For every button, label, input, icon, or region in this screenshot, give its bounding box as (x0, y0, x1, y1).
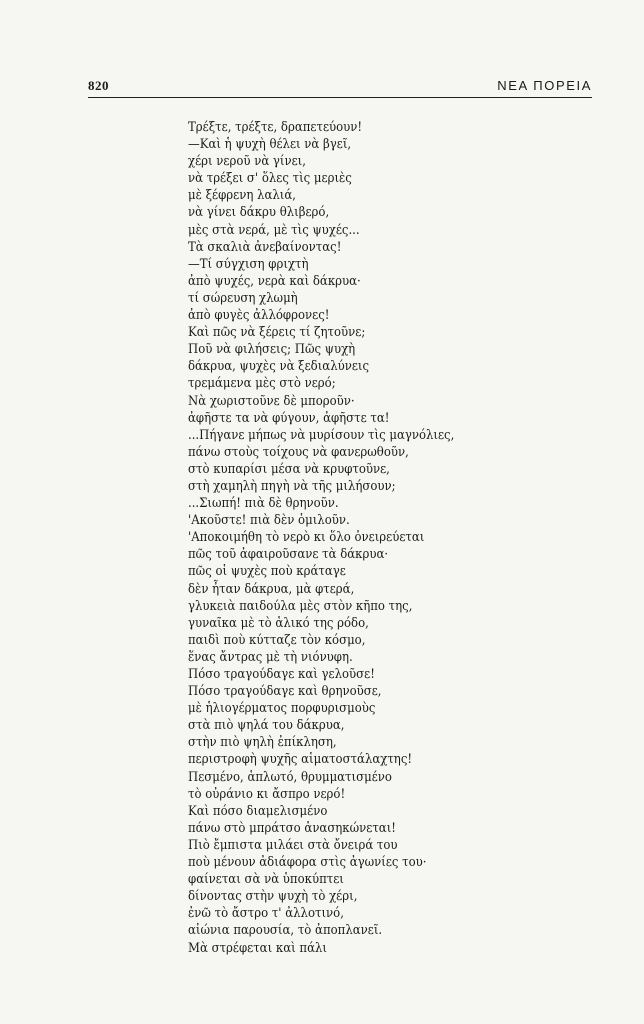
poem-line: Τρέξτε, τρέξτε, δραπετεύουν! (188, 120, 363, 135)
poem-line: πάνω στὸ μπράτσο ἀνασηκώνεται! (188, 820, 396, 836)
poem-line: Πόσο τραγούδαγε καὶ γελοῦσε! (188, 667, 375, 682)
poem-line: ...Πήγανε μήπως νὰ μυρίσουν τὶς μαγνόλιες, (188, 427, 455, 443)
poem-line: Τὰ σκαλιὰ ἀνεβαίνοντας! (188, 239, 342, 255)
poem-line: —Τί σύγχιση φριχτὴ (188, 256, 309, 272)
poem-line: δίνοντας στὴν ψυχὴ τὸ χέρι, (188, 889, 358, 905)
poem-line: μὲ ἡλιογέρματος πορφυρισμοὺς (188, 701, 376, 717)
poem-line: Μὰ στρέφεται καὶ πάλι (188, 940, 327, 956)
poem-line: φαίνεται σὰ νὰ ὑποκύπτει (188, 872, 344, 888)
poem-line: ἐνῶ τὸ ἄστρο τ' ἀλλοτινό, (188, 906, 344, 922)
poem-line: τρεμάμενα μὲς στὸ νερό; (188, 376, 336, 392)
poem-line: δάκρυα, ψυχὲς νὰ ξεδιαλύνεις (188, 359, 370, 375)
poem-line: γλυκειὰ παιδούλα μὲς στὸν κῆπο της, (188, 598, 413, 614)
poem-line: τὸ οὐράνιο κι ἄσπρο νερό! (188, 786, 346, 802)
poem-line: πῶς οἱ ψυχὲς ποὺ κράταγε (188, 564, 346, 580)
poem-line: Καὶ πῶς νὰ ξέρεις τί ζητοῦνε; (188, 325, 366, 341)
poem-line: μὲ ξέφρενη λαλιά, (188, 188, 296, 204)
poem-line: πάνω στοὺς τοίχους νὰ φανερωθοῦν, (188, 444, 409, 460)
poem-line: νὰ τρέξει σ' ὅλες τὶς μεριὲς (188, 171, 352, 187)
poem-line: ἀφῆστε τα νὰ φύγουν, ἀφῆστε τα! (188, 410, 390, 426)
page-number: 820 (88, 78, 109, 93)
poem-line: Νὰ χωριστοῦνε δὲ μποροῦν· (188, 393, 355, 409)
poem-line: αἰώνια παρουσία, τὸ ἀποπλανεῖ. (188, 923, 383, 939)
journal-title: ΝΕΑ ΠΟΡΕΙΑ (497, 78, 592, 93)
poem-line: νὰ γίνει δάκρυ θλιβερό, (188, 205, 330, 221)
poem-line: Πόσο τραγούδαγε καὶ θρηνοῦσε, (188, 684, 382, 700)
poem-line: στὴ χαμηλὴ πηγὴ νὰ τῆς μιλήσουν; (188, 478, 396, 494)
poem-line: δὲν ἦταν δάκρυα, μὰ φτερά, (188, 581, 355, 597)
poem-line: ἀπὸ φυγὲς ἀλλόφρονες! (188, 308, 330, 324)
poem-line: 'Αποκοιμήθη τὸ νερὸ κι ὅλο ὀνειρεύεται (188, 530, 425, 546)
poem-line: παιδὶ ποὺ κύτταζε τὸν κόσμο, (188, 632, 366, 648)
poem-line: Πιὸ ἔμπιστα μιλάει στὰ ὄνειρά του (188, 837, 398, 853)
poem-line: 'Ακοῦστε! πιὰ δὲν ὁμιλοῦν. (188, 513, 350, 529)
poem-line: στὴν πιὸ ψηλὴ ἐπίκληση, (188, 735, 337, 751)
poem-line: πῶς τοῦ ἀφαιροῦσανε τὰ δάκρυα· (188, 547, 389, 563)
header-rule (88, 97, 592, 98)
poem-line: στὸ κυπαρίσι μέσα νὰ κρυφτοῦνε, (188, 461, 390, 477)
poem-line: χέρι νεροῦ νὰ γίνει, (188, 154, 306, 170)
poem-line: ...Σιωπή! πιὰ δὲ θρηνοῦν. (188, 496, 339, 512)
poem-line: ἕνας ἄντρας μὲ τὴ νιόνυφη. (188, 649, 353, 665)
poem-line: ποὺ μένουν ἀδιάφορα στὶς ἀγωνίες του· (188, 855, 427, 871)
poem-line: ἀπὸ ψυχές, νερὰ καὶ δάκρυα· (188, 273, 361, 289)
poem-line: περιστροφὴ ψυχῆς αἱματοστάλαχτης! (188, 752, 413, 768)
poem-line: γυναῖκα μὲ τὸ ἁλικό της ρόδο, (188, 615, 369, 631)
poem-line: Πεσμένο, ἁπλωτό, θρυμματισμένο (188, 769, 392, 785)
poem-body (188, 119, 628, 957)
poem-line: —Καὶ ἡ ψυχὴ θέλει νὰ βγεῖ, (188, 137, 352, 153)
poem-line: Καὶ πόσο διαμελισμένο (188, 803, 328, 819)
poem-line: τί σώρευση χλωμὴ (188, 290, 298, 306)
poem-line: Ποῦ νὰ φιλήσεις; Πῶς ψυχὴ (188, 342, 356, 358)
poem-line: στὰ πιὸ ψηλά του δάκρυα, (188, 718, 345, 734)
poem-line: μὲς στὰ νερά, μὲ τὶς ψυχές... (188, 222, 360, 238)
